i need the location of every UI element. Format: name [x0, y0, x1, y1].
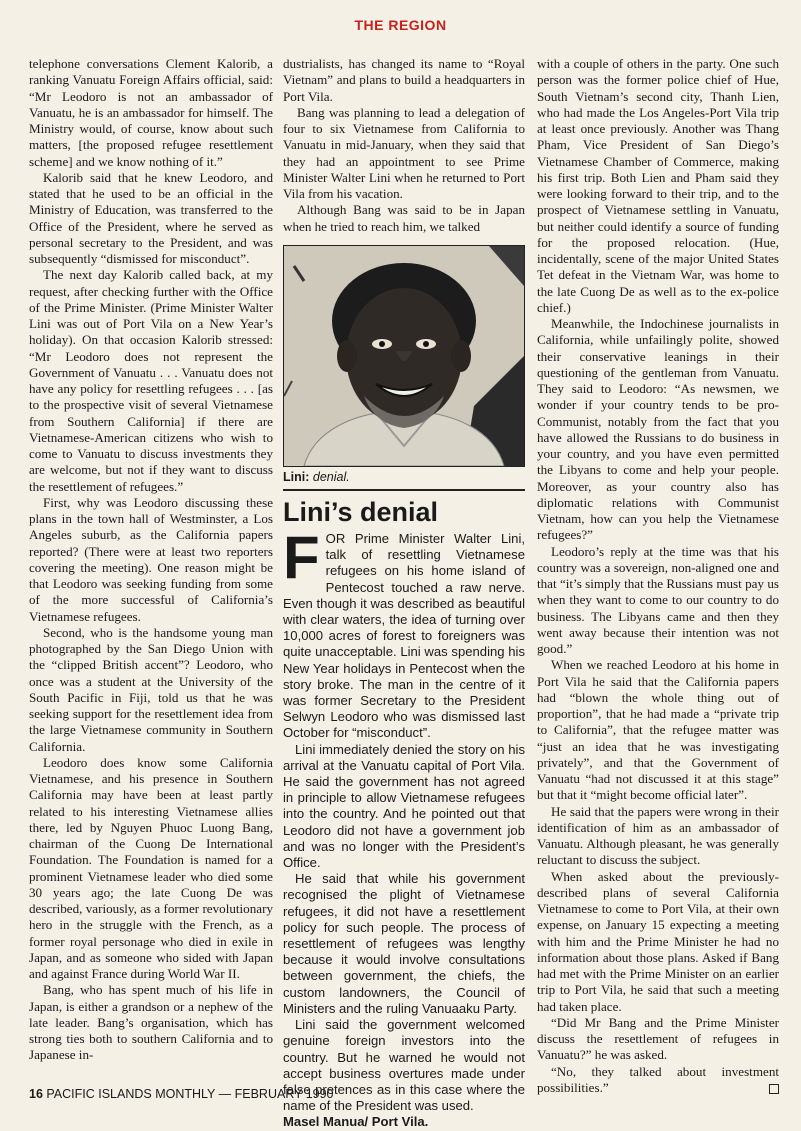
paragraph: telephone conversations Clement Kalorib, a ranking Vanuatu Foreign Affairs official, said: “Mr Leodoro is not an ambassador of Vanuatu, he is an ambassador for himself. The Ministry would, of course, know about such matters, [the proposed refugee resettlement scheme] and we know nothing of it.”	[29, 56, 273, 169]
paragraph: First, why was Leodoro discussing these plans in the town hall of Westminster, a Los Angeles suburb, as the California papers reported? (There were at least two reporters covering the meeting). One reason might be that Leodoro was seeking funding from some of the more successful of California’s Vietnamese refugees.	[29, 494, 273, 624]
sidebar-story	[283, 524, 525, 1131]
paragraph: dustrialists, has changed its name to “Royal Vietnam” and plans to build a headquarters in Port Vila.	[283, 56, 525, 104]
paragraph: When asked about the previously-described plans of several California Vietnamese to come to Port Vila, at their own expense, on January 15 expecting a meeting with him and the Prime Minister he had no information about those plans. Asked if Bang had met with the Prime Minister on an earlier trip to Port Vila, he said that such a meeting had taken place.	[537, 868, 779, 1014]
paragraph: Lini immediately denied the story on his arrival at the Vanuatu capital of Port Vila. He said the government has not agreed in principle to allow Vietnamese refugees into the country. And he pointed out that Leodoro did not have a government job and was no longer with the President’s Office.	[283, 741, 525, 871]
drop-cap: F	[283, 524, 320, 591]
paragraph: He said that while his government recognised the plight of Vietnamese refugees, it did not have a resettlement policy for such people. The process of resettlement of refugees was lengthy because it would involve consultations between government, the chiefs, the custom landowners, the Council of Ministers and the ruling Vanuaaku Party.	[283, 871, 525, 1016]
article-column-3	[537, 56, 779, 1096]
portrait-photo	[283, 245, 525, 467]
paragraph: The next day Kalorib called back, at my request, after checking further with the Office of the Prime Minister. (Prime Minister Walter Lini was out of Port Vila on a New Year’s holiday). On that occasion Kalorib stressed: “Mr Leodoro does not represent the Government of Vanuatu . . . Vanuatu does not have any policy for resettling refugees . . . [as to the prospective visit of several Vietnamese from Southern California] if there are Vietnamese-American citizens who wish to come to Vanuatu to discuss investments they are welcome, but not if they want to discuss the resettlement of refugees.”	[29, 267, 273, 494]
paragraph: Bang, who has spent much of his life in Japan, is either a grandson or a nephew of the late leader. Bang’s organisation, which has strong ties both to southern California and to Japanese in-	[29, 982, 273, 1063]
page-footer	[29, 1087, 334, 1101]
section-header	[0, 0, 801, 46]
paragraph: Meanwhile, the Indochinese journalists in California, while unfailingly polite, showed their conservative leanings in their questioning of the gentleman from Vanuatu. They said to Leodoro: “As newsmen, we wonder if your country tends to be pro-Communist, notably from the fact that you have allowed the Russians to do business in your country, and you have even permitted the Libyans to come and help your people. Moreover, as your country also has diplomatic relations with Communist Vietnam, how can you help the Vietnamese refugees?”	[537, 316, 779, 543]
photo-caption	[283, 469, 525, 491]
article-column-2	[283, 56, 525, 1131]
page-number: 16	[29, 1087, 43, 1101]
paragraph: When we reached Leodoro at his home in Port Vila he said that the California papers had “blown the whole thing out of proportion”, that he had made a “private trip to California”, that the refugee matter was “just an idea that he was investigating privately”, and that the Government of Vanuatu “had not discussed it at this stage” but that it “might become official later”.	[537, 657, 779, 803]
paragraph: “No, they talked about investment possibilities.”	[537, 1063, 779, 1095]
paragraph: FOR Prime Minister Walter Lini, talk of resettling Vietnamese refugees on his home island of Pentecost touched a raw nerve. Even though it was described as beautiful with clear waters, the idea of turning over 10,000 acres of forest to foreigners was quite unacceptable. Lini was spending his New Year holidays in Pentecost when the story broke. The man in the centre of it was former Secretary to the President Selwyn Leodoro who was dismissed last October for “misconduct”.	[283, 524, 525, 741]
paragraph: Although Bang was said to be in Japan when he tried to reach him, we talked	[283, 202, 525, 234]
end-mark-icon	[769, 1084, 779, 1094]
sidebar-headline: Lini’s denial	[283, 497, 439, 527]
paragraph: Bang was planning to lead a delegation of four to six Vietnamese from California to Vanuatu in mid-January, when they said that they had an appointment to see Prime Minister Walter Lini when he returned to Port Vila from his vacation.	[283, 104, 525, 201]
paragraph: Leodoro does know some California Vietnamese, and his presence in Southern California may have been at least partly related to his interesting Vietnamese allies there, led by Nguyen Phuoc Luong Bang, chairman of the Cuong De International Foundation. The Foundation is named for a prominent Vietnamese leader who died some 30 years ago; the late Cuong De was described, variously, as a former revolutionary hero in the struggle with the French, as a former royal personage who died in exile in Japan, and as someone who sided with Japan and against France during World War II.	[29, 754, 273, 981]
caption-text: denial.	[312, 469, 350, 484]
paragraph: Second, who is the handsome young man photographed by the San Diego Union with the “clipped British accent”? Leodoro, who once was a student at the University of the South Pacific in Fiji, told us that he was seeking support for the resettlement idea from the large Vietnamese community in Southern California.	[29, 624, 273, 754]
publication-line: PACIFIC ISLANDS MONTHLY — FEBRUARY 1990	[46, 1087, 334, 1101]
section-title: THE REGION	[354, 17, 447, 33]
portrait-illustration	[284, 246, 524, 466]
paragraph: Lini said the government welcomed genuine foreign investors into the country. But he warned he would not accept business overtures made under false pretences as in this case where the name of the President was used.	[283, 1017, 525, 1114]
paragraph: “Did Mr Bang and the Prime Minister discuss the resettlement of refugees in Vanuatu?” he was asked.	[537, 1014, 779, 1063]
paragraph: He said that the papers were wrong in their identification of him as an ambassador of Vanuatu. Although pleasant, he was generally reluctant to discuss the subject.	[537, 803, 779, 868]
caption-label: Lini:	[283, 469, 310, 484]
paragraph: with a couple of others in the party. One such person was the former police chief of Hue, South Vietnam’s second city, Thanh Lien, who had made the Los Angeles-Port Vila trip at least once previously. Another was Thang Pham, Vice President of San Diego’s Vietnamese Chamber of Commerce, making his first trip. Both Lien and Pham said they were looking forward to their trip, and to the prospect of Vietnamese settling in Vanuatu, but neither could identify a source of funding for the proposed relocation. (Hue, incidentally, scene of the major United States Tet defeat in the Vietnam War, was home to the late Cuong De as well as to the ex-police chief.)	[537, 56, 779, 315]
byline: Masel Manua/ Port Vila.	[283, 1114, 429, 1130]
paragraph: Kalorib said that he knew Leodoro, and stated that he used to be an official in the Ministry of Education, was transferred to the Office of the President, where he served as personal secretary to the President, and was subsequently “dismissed for misconduct”.	[29, 169, 273, 266]
article-column-1	[29, 56, 273, 1064]
paragraph: Leodoro’s reply at the time was that his country was a sovereign, non-aligned one and that “it’s simply that the Russians must pay us when they want to come to our country to do business. The Libyans came and then they went away because their intention was not good.”	[537, 543, 779, 656]
